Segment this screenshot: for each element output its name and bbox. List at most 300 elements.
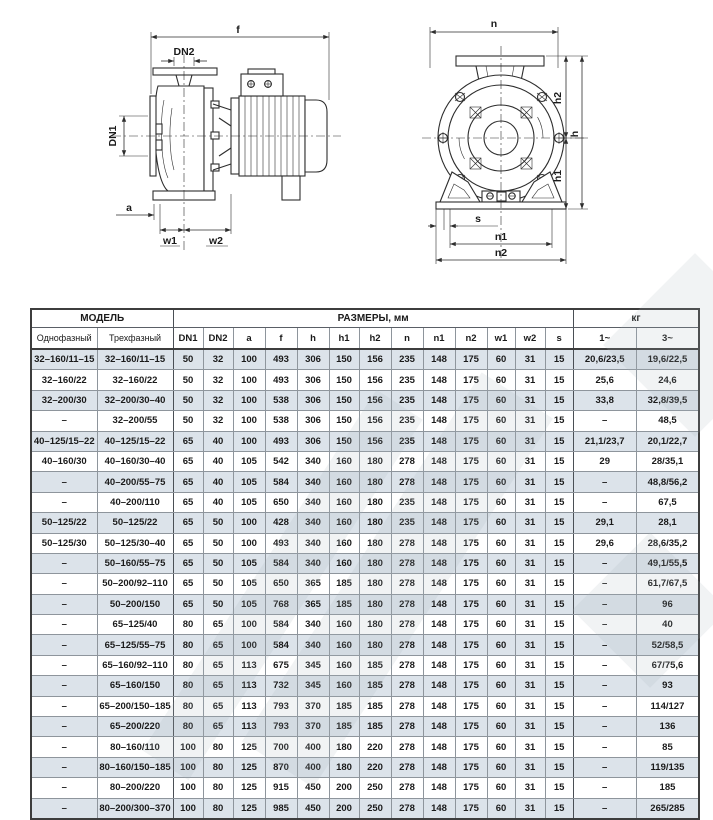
- table-row: [31, 696, 699, 716]
- cell: 119/135: [636, 757, 699, 777]
- model-single-phase: 50–125/30: [31, 533, 97, 553]
- cell: 65: [203, 655, 233, 675]
- cell: 125: [233, 778, 265, 798]
- cell: 60: [487, 696, 515, 716]
- cell: 113: [233, 717, 265, 737]
- model-single-phase: 40–125/15–22: [31, 431, 97, 451]
- cell: 175: [455, 553, 487, 573]
- model-three-phase: 65–200/220: [97, 717, 173, 737]
- cell: 160: [329, 513, 359, 533]
- cell: 915: [265, 778, 297, 798]
- model-single-phase: –: [31, 757, 97, 777]
- cell: 60: [487, 676, 515, 696]
- column-header-3-: 3~: [636, 328, 699, 350]
- cell: 148: [423, 513, 455, 533]
- dim-label-n: n: [490, 18, 498, 30]
- cell: 40: [636, 615, 699, 635]
- cell: 180: [359, 615, 391, 635]
- table-row: [31, 757, 699, 777]
- table-row: [31, 615, 699, 635]
- cell: 148: [423, 594, 455, 614]
- cell: 148: [423, 492, 455, 512]
- column-header-h2: h2: [359, 328, 391, 350]
- table-row: [31, 594, 699, 614]
- column-header-n2: n2: [455, 328, 487, 350]
- cell: 175: [455, 472, 487, 492]
- cell: 100: [233, 615, 265, 635]
- cell: 100: [233, 635, 265, 655]
- cell: 985: [265, 798, 297, 819]
- table-row: [31, 635, 699, 655]
- cell: 15: [545, 635, 573, 655]
- cell: 67/75,6: [636, 655, 699, 675]
- cell: 175: [455, 798, 487, 819]
- cell: 100: [233, 431, 265, 451]
- cell: 148: [423, 676, 455, 696]
- cell: 125: [233, 798, 265, 819]
- cell: 650: [265, 574, 297, 594]
- cell: 185: [359, 696, 391, 716]
- cell: –: [573, 757, 636, 777]
- cell: 148: [423, 574, 455, 594]
- cell: 15: [545, 349, 573, 370]
- cell: 31: [515, 370, 545, 390]
- cell: 148: [423, 615, 455, 635]
- cell: 278: [391, 717, 423, 737]
- cell: 60: [487, 451, 515, 471]
- cell: 100: [233, 390, 265, 410]
- dim-label-n1: n1: [494, 231, 508, 243]
- cell: 584: [265, 615, 297, 635]
- cell: 493: [265, 431, 297, 451]
- cell: –: [573, 594, 636, 614]
- cell: 32: [203, 390, 233, 410]
- cell: 306: [297, 349, 329, 370]
- dim-label-h: h: [569, 130, 581, 138]
- cell: 15: [545, 451, 573, 471]
- cell: 250: [359, 798, 391, 819]
- technical-drawings: [0, 0, 713, 290]
- cell: 584: [265, 472, 297, 492]
- cell: 60: [487, 349, 515, 370]
- dim-label-dn2: DN2: [173, 46, 195, 58]
- cell: 80: [203, 798, 233, 819]
- cell: 148: [423, 411, 455, 431]
- model-single-phase: 32–160/11–15: [31, 349, 97, 370]
- table-row: [31, 655, 699, 675]
- cell: 80: [173, 696, 203, 716]
- cell: 200: [329, 778, 359, 798]
- cell: 105: [233, 553, 265, 573]
- cell: 235: [391, 349, 423, 370]
- cell: 65: [173, 574, 203, 594]
- model-three-phase: 32–160/22: [97, 370, 173, 390]
- cell: 136: [636, 717, 699, 737]
- cell: 50: [203, 594, 233, 614]
- cell: 15: [545, 676, 573, 696]
- model-single-phase: 32–200/30: [31, 390, 97, 410]
- dim-label-dn1: DN1: [107, 125, 119, 147]
- cell: 32,8/39,5: [636, 390, 699, 410]
- cell: 493: [265, 349, 297, 370]
- cell: 340: [297, 635, 329, 655]
- cell: 21,1/23,7: [573, 431, 636, 451]
- cell: 278: [391, 696, 423, 716]
- cell: 52/58,5: [636, 635, 699, 655]
- dim-label-w2: w2: [208, 235, 224, 247]
- cell: 65: [173, 431, 203, 451]
- cell: 400: [297, 757, 329, 777]
- model-single-phase: –: [31, 594, 97, 614]
- cell: 65: [203, 696, 233, 716]
- cell: 24,6: [636, 370, 699, 390]
- cell: 365: [297, 594, 329, 614]
- table-row: [31, 472, 699, 492]
- cell: 65: [173, 553, 203, 573]
- cell: 100: [233, 370, 265, 390]
- cell: 235: [391, 431, 423, 451]
- table-row: [31, 411, 699, 431]
- cell: 96: [636, 594, 699, 614]
- dim-label-n2: n2: [494, 247, 508, 259]
- cell: 148: [423, 431, 455, 451]
- pump-front-view-diagram: [406, 6, 641, 274]
- model-three-phase: 65–125/40: [97, 615, 173, 635]
- cell: 156: [359, 349, 391, 370]
- cell: 48,5: [636, 411, 699, 431]
- cell: –: [573, 635, 636, 655]
- model-single-phase: –: [31, 737, 97, 757]
- cell: 31: [515, 431, 545, 451]
- cell: 185: [359, 676, 391, 696]
- cell: 160: [329, 472, 359, 492]
- cell: 60: [487, 472, 515, 492]
- cell: 175: [455, 574, 487, 594]
- cell: 793: [265, 696, 297, 716]
- cell: 31: [515, 655, 545, 675]
- cell: 180: [359, 513, 391, 533]
- cell: 80: [173, 615, 203, 635]
- cell: 278: [391, 574, 423, 594]
- cell: 65: [173, 472, 203, 492]
- cell: 50: [173, 349, 203, 370]
- cell: –: [573, 472, 636, 492]
- cell: 28,6/35,2: [636, 533, 699, 553]
- cell: 156: [359, 431, 391, 451]
- cell: 114/127: [636, 696, 699, 716]
- cell: 160: [329, 615, 359, 635]
- model-three-phase: 80–160/110: [97, 737, 173, 757]
- cell: 175: [455, 492, 487, 512]
- cell: 113: [233, 655, 265, 675]
- model-three-phase: 32–200/55: [97, 411, 173, 431]
- cell: 31: [515, 349, 545, 370]
- cell: 675: [265, 655, 297, 675]
- cell: 160: [329, 635, 359, 655]
- cell: 306: [297, 431, 329, 451]
- cell: 60: [487, 757, 515, 777]
- table-row: [31, 533, 699, 553]
- model-three-phase: 65–160/92–110: [97, 655, 173, 675]
- cell: 450: [297, 798, 329, 819]
- cell: 65: [173, 533, 203, 553]
- model-three-phase: 40–200/110: [97, 492, 173, 512]
- cell: 80: [173, 717, 203, 737]
- model-three-phase: 32–160/11–15: [97, 349, 173, 370]
- cell: 15: [545, 533, 573, 553]
- model-three-phase: 50–200/150: [97, 594, 173, 614]
- cell: 50: [173, 370, 203, 390]
- cell: 160: [329, 492, 359, 512]
- model-three-phase: 40–200/55–75: [97, 472, 173, 492]
- cell: 31: [515, 757, 545, 777]
- cell: 200: [329, 798, 359, 819]
- table-row: [31, 778, 699, 798]
- cell: 400: [297, 737, 329, 757]
- model-single-phase: –: [31, 676, 97, 696]
- cell: 148: [423, 655, 455, 675]
- cell: 29,6: [573, 533, 636, 553]
- cell: 93: [636, 676, 699, 696]
- cell: 278: [391, 615, 423, 635]
- cell: 105: [233, 574, 265, 594]
- cell: 105: [233, 451, 265, 471]
- dim-label-f: f: [236, 24, 240, 36]
- cell: 15: [545, 717, 573, 737]
- cell: 60: [487, 370, 515, 390]
- table-row: [31, 717, 699, 737]
- cell: 148: [423, 349, 455, 370]
- cell: 31: [515, 635, 545, 655]
- cell: 15: [545, 370, 573, 390]
- cell: 306: [297, 370, 329, 390]
- cell: –: [573, 574, 636, 594]
- cell: 31: [515, 492, 545, 512]
- cell: 278: [391, 553, 423, 573]
- cell: 185: [329, 717, 359, 737]
- cell: 340: [297, 492, 329, 512]
- column-header-однофазный: Однофазный: [31, 328, 97, 350]
- cell: 60: [487, 553, 515, 573]
- column-header-h: h: [297, 328, 329, 350]
- cell: 340: [297, 451, 329, 471]
- dim-label-h1: h1: [552, 169, 564, 183]
- cell: 80: [203, 757, 233, 777]
- cell: 150: [329, 411, 359, 431]
- cell: 60: [487, 411, 515, 431]
- cell: 175: [455, 533, 487, 553]
- cell: 31: [515, 472, 545, 492]
- cell: 60: [487, 594, 515, 614]
- cell: 60: [487, 431, 515, 451]
- pump-side-view-diagram: [98, 8, 403, 260]
- cell: 148: [423, 370, 455, 390]
- table-row: [31, 390, 699, 410]
- cell: 175: [455, 696, 487, 716]
- cell: 175: [455, 737, 487, 757]
- cell: 31: [515, 676, 545, 696]
- cell: 32: [203, 349, 233, 370]
- table-row: [31, 492, 699, 512]
- model-group-header: МОДЕЛЬ: [31, 309, 173, 328]
- cell: 278: [391, 635, 423, 655]
- model-three-phase: 80–200/300–370: [97, 798, 173, 819]
- cell: 113: [233, 676, 265, 696]
- cell: 40: [203, 451, 233, 471]
- cell: 31: [515, 737, 545, 757]
- model-single-phase: –: [31, 798, 97, 819]
- cell: 345: [297, 655, 329, 675]
- cell: 65: [203, 615, 233, 635]
- table-row: [31, 431, 699, 451]
- cell: 125: [233, 757, 265, 777]
- cell: 542: [265, 451, 297, 471]
- cell: 80: [203, 778, 233, 798]
- cell: 370: [297, 696, 329, 716]
- table-row: [31, 574, 699, 594]
- column-header-w2: w2: [515, 328, 545, 350]
- model-single-phase: –: [31, 696, 97, 716]
- cell: 156: [359, 411, 391, 431]
- cell: 65: [173, 594, 203, 614]
- cell: –: [573, 717, 636, 737]
- cell: 278: [391, 778, 423, 798]
- cell: 15: [545, 411, 573, 431]
- cell: 32: [203, 370, 233, 390]
- cell: 340: [297, 472, 329, 492]
- model-single-phase: –: [31, 553, 97, 573]
- cell: 50: [203, 513, 233, 533]
- cell: 160: [329, 553, 359, 573]
- column-header-n1: n1: [423, 328, 455, 350]
- cell: 60: [487, 717, 515, 737]
- cell: 175: [455, 431, 487, 451]
- model-three-phase: 50–160/55–75: [97, 553, 173, 573]
- model-single-phase: –: [31, 492, 97, 512]
- cell: 80: [173, 635, 203, 655]
- cell: 60: [487, 655, 515, 675]
- cell: 15: [545, 431, 573, 451]
- dim-label-s: s: [475, 213, 481, 225]
- dim-label-w1: w1: [162, 235, 178, 247]
- cell: 185: [329, 574, 359, 594]
- cell: 100: [233, 533, 265, 553]
- cell: 175: [455, 370, 487, 390]
- cell: 180: [329, 757, 359, 777]
- column-header-f: f: [265, 328, 297, 350]
- cell: 61,7/67,5: [636, 574, 699, 594]
- cell: 700: [265, 737, 297, 757]
- cell: 65: [173, 513, 203, 533]
- cell: 31: [515, 411, 545, 431]
- cell: 60: [487, 737, 515, 757]
- cell: 584: [265, 553, 297, 573]
- cell: 538: [265, 390, 297, 410]
- cell: 345: [297, 676, 329, 696]
- cell: 85: [636, 737, 699, 757]
- cell: 148: [423, 451, 455, 471]
- cell: 15: [545, 798, 573, 819]
- cell: 278: [391, 757, 423, 777]
- cell: 15: [545, 574, 573, 594]
- cell: 31: [515, 594, 545, 614]
- cell: 15: [545, 513, 573, 533]
- cell: 31: [515, 390, 545, 410]
- dimensions-group-header: РАЗМЕРЫ, мм: [173, 309, 573, 328]
- cell: 175: [455, 676, 487, 696]
- column-header-a: a: [233, 328, 265, 350]
- cell: 175: [455, 451, 487, 471]
- model-single-phase: 50–125/22: [31, 513, 97, 533]
- cell: 60: [487, 635, 515, 655]
- model-three-phase: 80–160/150–185: [97, 757, 173, 777]
- model-three-phase: 80–200/220: [97, 778, 173, 798]
- cell: 278: [391, 594, 423, 614]
- cell: 793: [265, 717, 297, 737]
- model-three-phase: 65–125/55–75: [97, 635, 173, 655]
- cell: 185: [359, 655, 391, 675]
- cell: 265/285: [636, 798, 699, 819]
- column-header-s: s: [545, 328, 573, 350]
- cell: 160: [329, 451, 359, 471]
- cell: 175: [455, 349, 487, 370]
- column-header-h1: h1: [329, 328, 359, 350]
- cell: –: [573, 615, 636, 635]
- cell: 493: [265, 370, 297, 390]
- cell: 40: [203, 431, 233, 451]
- cell: 185: [329, 594, 359, 614]
- cell: –: [573, 676, 636, 696]
- cell: –: [573, 553, 636, 573]
- cell: 60: [487, 778, 515, 798]
- cell: 20,1/22,7: [636, 431, 699, 451]
- cell: 235: [391, 513, 423, 533]
- cell: 160: [329, 676, 359, 696]
- cell: 175: [455, 594, 487, 614]
- cell: 148: [423, 737, 455, 757]
- cell: 584: [265, 635, 297, 655]
- cell: 278: [391, 472, 423, 492]
- model-single-phase: –: [31, 411, 97, 431]
- cell: 235: [391, 390, 423, 410]
- model-single-phase: –: [31, 574, 97, 594]
- cell: 148: [423, 696, 455, 716]
- model-single-phase: 32–160/22: [31, 370, 97, 390]
- cell: 250: [359, 778, 391, 798]
- cell: 65: [203, 635, 233, 655]
- cell: 180: [359, 594, 391, 614]
- cell: 100: [173, 757, 203, 777]
- cell: 148: [423, 635, 455, 655]
- table-row: [31, 737, 699, 757]
- cell: 31: [515, 615, 545, 635]
- model-single-phase: –: [31, 615, 97, 635]
- table-row: [31, 553, 699, 573]
- cell: 31: [515, 696, 545, 716]
- cell: 80: [173, 676, 203, 696]
- cell: 150: [329, 431, 359, 451]
- cell: 148: [423, 533, 455, 553]
- cell: 175: [455, 390, 487, 410]
- cell: 340: [297, 615, 329, 635]
- cell: 278: [391, 798, 423, 819]
- cell: 278: [391, 533, 423, 553]
- cell: 15: [545, 594, 573, 614]
- cell: 180: [359, 553, 391, 573]
- cell: 60: [487, 574, 515, 594]
- cell: –: [573, 655, 636, 675]
- cell: 100: [233, 513, 265, 533]
